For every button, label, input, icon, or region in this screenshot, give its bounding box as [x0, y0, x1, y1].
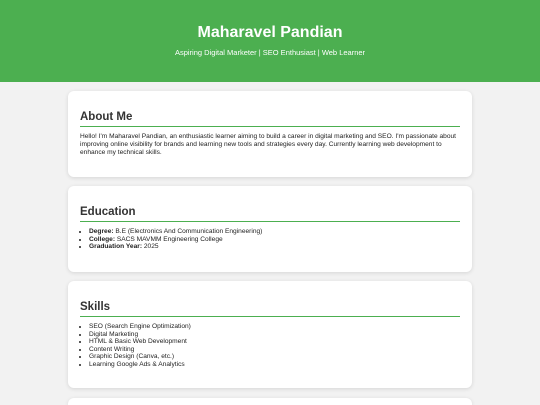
degree-value: B.E (Electronics And Communication Engineering)	[115, 228, 263, 235]
skills-card	[68, 281, 472, 388]
next-card	[68, 398, 472, 405]
page-title: Maharavel Pandian	[197, 24, 343, 41]
college-label: College:	[89, 235, 116, 243]
education-card	[68, 186, 472, 272]
college-value: SACS MAVMM Engineering College	[116, 235, 223, 243]
list-item: • Graphic Design (Canva, etc.)	[89, 353, 460, 361]
list-item: • HTML & Basic Web Development	[89, 338, 460, 346]
list-item: • Learning Google Ads & Analytics	[89, 361, 460, 369]
list-item	[89, 228, 460, 236]
about-heading: About Me	[80, 110, 460, 127]
list-item: • SEO (Search Engine Optimization)	[89, 323, 460, 331]
list-item	[89, 243, 460, 251]
tagline: Aspiring Digital Marketer | SEO Enthusiast | Web Learner	[174, 48, 366, 57]
skills-list	[80, 323, 460, 369]
education-list	[80, 228, 460, 251]
list-item	[89, 236, 460, 244]
education-heading: Education	[80, 205, 460, 222]
about-card	[68, 91, 472, 177]
list-item: • Content Writing	[89, 346, 460, 354]
about-text: Hello! I'm Maharavel Pandian, an enthusiastic learner aiming to build a career in digital marketing and SEO. I'm passionate about improving online visibility for brands and learning new tools and strategies every day. Currently learning web development to enhance my technical skills.	[80, 133, 457, 156]
graduation-year-label: Graduation Year:	[89, 243, 143, 251]
skills-heading: Skills	[80, 300, 460, 317]
degree-label: Degree:	[89, 228, 114, 235]
header-banner	[0, 0, 540, 82]
list-item: • Digital Marketing	[89, 331, 460, 339]
graduation-year-value: 2025	[143, 243, 159, 251]
